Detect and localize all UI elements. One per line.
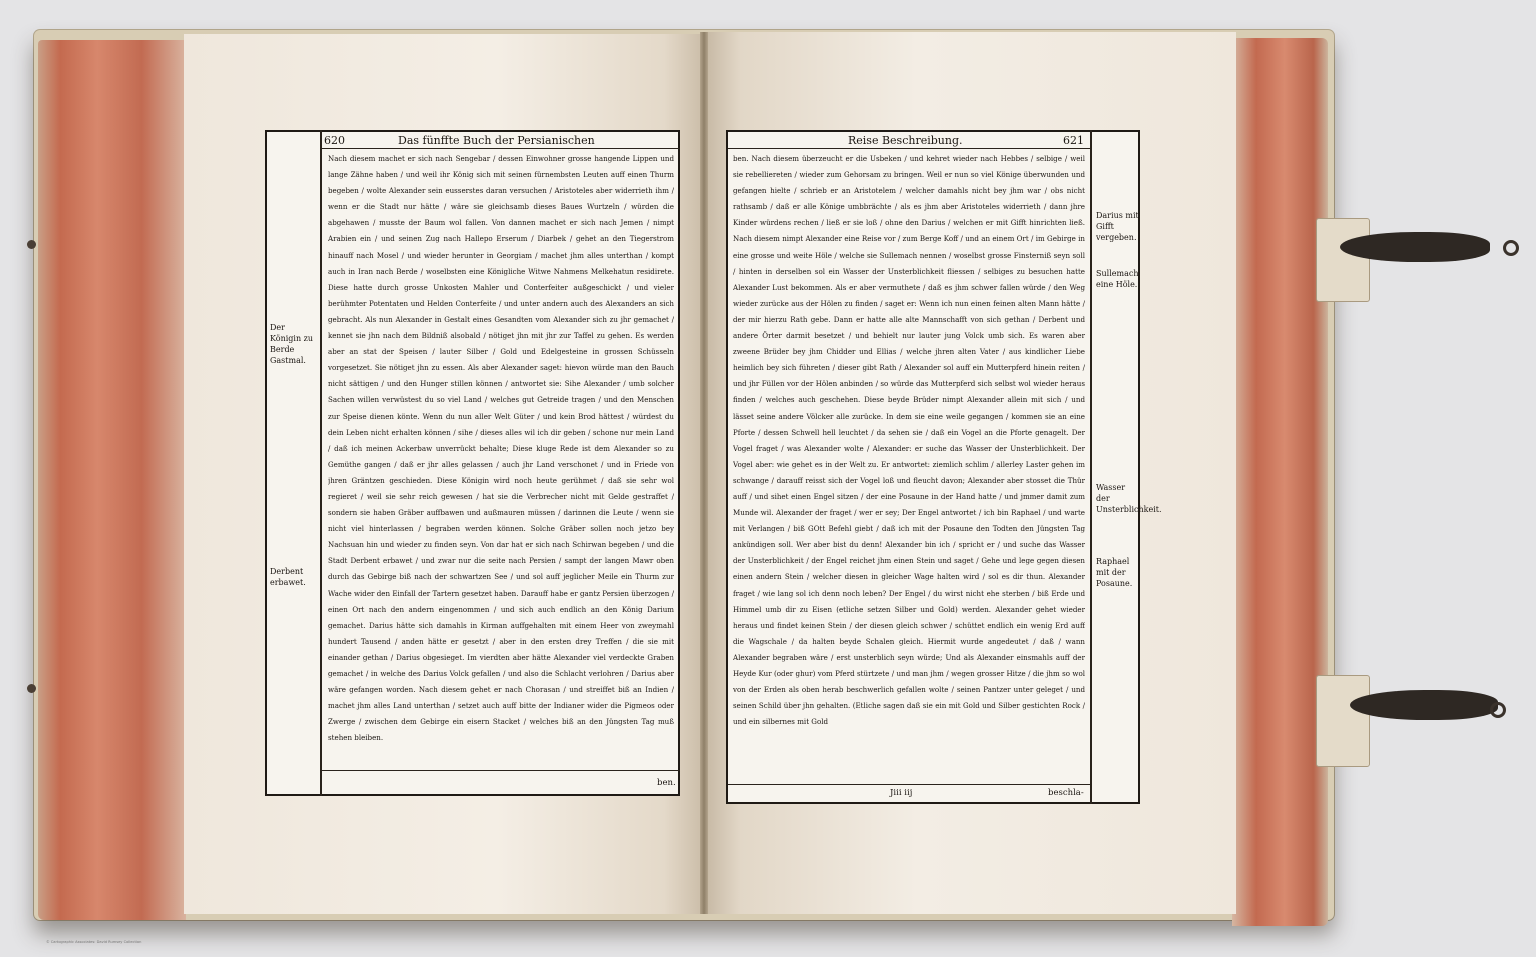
clasp-upper-ring	[1503, 240, 1519, 256]
left-head-rule	[322, 148, 680, 149]
right-body-text	[733, 151, 1085, 781]
right-catchword: beschla-	[1048, 788, 1084, 798]
right-head-rule	[728, 148, 1090, 149]
left-foot-rule	[322, 770, 680, 771]
clasp-pin-lower	[27, 684, 36, 693]
clasp-upper-plate	[1316, 218, 1370, 302]
right-sidenote-4: Raphael mit der Posaune.	[1096, 557, 1133, 588]
collection-credit: © Cartographic Associates: David Rumsey Collection	[46, 940, 142, 944]
right-page-number: 621	[1063, 134, 1084, 147]
book-gutter	[700, 32, 708, 914]
left-catchword: ben.	[657, 778, 676, 788]
right-sidenote-3: Wasser der Unsterblichkeit.	[1096, 483, 1162, 514]
left-sidenote-1: Der Königin zu Berde Gastmal.	[270, 323, 314, 365]
left-sidenote-2: Derbent erbawet.	[270, 567, 306, 587]
right-running-head: Reise Beschreibung.	[848, 134, 963, 147]
clasp-lower-ring	[1490, 702, 1506, 718]
left-running-head: Das fünffte Buch der Persianischen	[398, 134, 595, 147]
left-body-paragraph: Nach diesem machet er sich nach Sengebar / dessen Einwohner grosse hangende Lippen und lange Zähne haben / und weil ihr König sich mit seinen fürnembsten Leuten auff einen Thurm begeben / wolte Alexander sein eusserstes daran versuchen / Aristoteles aber widerrieth ihm / wenn er die Stadt nur hätte / wäre sie gleichsamb dieses Baues Wurtzeln / würden die abgehawen / musste der Baum wol fallen. Von dannen machet er sich nach Jemen / nimpt Arabien ein / und seinen Zug nach Hallepo Erserum / Diarbek / gehet an den Tiegerstrom hinauff nach Mosel / und wieder herunter in Georgiam / machet jhm alles unterthan / kompt auch in Iran nach Berde / woselbsten eine Königliche Witwe Nahmens Melkehatun residirete. Diese hatte durch grosse Unkosten Mahler und Conterfeiter außgeschickt / und vieler berühmter Potentaten und Helden Conterfeite / und unter andern auch des Alexanders an sich gebracht. Als nun Alexander in Gestalt eines Gesandten vom Alexander sich zu jhr gemachet / kennet sie jhn nach dem Bildniß alsobald / nötiget jhn mit jhr zur Taffel zu gehen. Es werden aber an stat der Speisen / lauter Silber / Gold und Edelgesteine in grossen Schüsseln vorgesetzet. Sie nötiget jhn zu essen. Als aber Alexander saget: hievon würde man den Bauch nicht sättigen / und den Hunger stillen können / antwortet sie: Sihe Alexander / umb solcher Sachen willen verwüstest du so viel Land / welches gut Getreide tragen / und den Menschen zur Speise dienen könte. Wenn du nun aller Welt Güter / und kein Brod hättest / würdest du dein Leben nicht erhalten können / sihe / dieses alles wil ich dir geben / schone nur mein Land / daß ich meinen Ackerbaw unverrückt behalte; Diese kluge Rede ist dem Alexander so zu Gemüthe gangen / daß er jhr alles gelassen / auch jhr Land verschonet / und in Friede von jhren Gräntzen geschieden. Diese Königin wird noch heute gerühmet / daß sie sehr wol regieret / weil sie sehr reich gewesen / hat sie die Verbrecher nicht mit Gelde gestraffet / sondern sie haben Gräber auffbawen und außmauren müssen / darinnen die Leute / wenn sie nicht viel hinterlassen / begraben werden können. Solche Gräber sollen noch jetzo bey Nachsuan hin und wieder zu finden seyn. Von dar hat er sich nach Schirwan begeben / und die Stadt Derbent erbawet / und zwar nur die seite nach Persien / sampt der langen Mawr oben durch das Gebirge biß nach der schwartzen See / und sol auff jeglicher Meile ein Thurm zur Wache wider den Einfall der Tartern gesetzet haben. Darauff habe er gantz Persien überzogen / einen Ort nach den andern eingenommen / und sich auch endlich an den König Darium gemachet. Darius hätte sich damahls in Kirman auffgehalten mit einem Heer von zweymahl hundert Tausend / anden hätte er gesetzt / aber in den ersten drey Treffen / die sie mit einander gethan / Darius obgesieget. Im vierdten aber hätte Alexander viel verdeckte Graben gemachet / in welche des Darius Volck gefallen / und also die Schlacht verlohren / Darius aber wäre gefangen worden. Nach diesem gehet er nach Chorasan / und streiffet biß an Indien / machet jhm alles Land unterthan / setzet auch auff bitte der Indianer wider die Pigmeos oder Zwerge / zwischen dem Gebirge ein eisern Stacket / welches biß an den Jüngsten Tag muß stehen bleiben.	[328, 154, 674, 743]
right-sidenote-2: Sullemach eine Höle.	[1096, 269, 1139, 289]
right-foot-rule	[728, 784, 1090, 785]
left-margin-rule	[320, 130, 322, 796]
clasp-upper-strap	[1340, 232, 1490, 262]
right-signature-mark: Jiii iij	[890, 788, 913, 798]
right-margin-rule	[1090, 130, 1092, 804]
left-page-number: 620	[324, 134, 345, 147]
clasp-lower-strap	[1350, 690, 1498, 720]
right-body-paragraph: ben. Nach diesem überzeucht er die Usbeken / und kehret wieder nach Hebbes / selbige / weil sie rebelliereten / wieder zum Gehorsam zu bringen. Weil er nun so viel Könige überwunden und gefangen hielte / schrieb er an Aristotelem / welcher damahls nicht bey jhm war / obs nicht rathsamb / daß er alle Könige umbbrächte / als es jhm aber Aristoteles widerrieth / dann jhre Kinder würdens rechen / ließ er sie loß / ohne den Darius / welchen er mit Gifft hinrichten ließ. Nach diesem nimpt Alexander eine Reise vor / zum Berge Koff / und an einem Ort / im Gebirge in eine grosse und weite Höle / welche sie Sullemach nennen / woselbst grosse Finsterniß seyn soll / hinten in derselben sol ein Wasser der Unsterblichkeit fliessen / selbiges zu besuchen hatte Alexander Lust bekommen. Als er aber vermuthete / daß es jhm schwer fallen würde / den Weg wieder zurücke aus der Hölen zu finden / saget er: Wenn ich nun einen feinen alten Mann hätte / der mir hierzu Rath gebe. Dann er hatte alle alte Mannschafft von sich gethan / Derbent und andere Örter darmit besetzet / und behielt nur lauter jung Volck umb sich. Es waren aber zweene Brüder bey jhm Chidder und Ellias / welche jhren alten Vater / aus kindlicher Liebe heimlich bey sich führeten / dieser gibt Rath / Alexander sol auff ein Mutterpferd hinein reiten / und jhr Füllen vor der Hölen anbinden / so würde das Mutterpferd sich selbst wol wieder heraus finden / welches auch geschehen. Diese beyde Brüder nimpt Alexander allein mit sich / und lässet seine andere Völcker alle zurücke. In dem sie eine weile gegangen / kommen sie an eine Pforte / dessen Schwell hell leuchtet / da sehen sie / daß ein Vogel an die Pforte genagelt. Der Vogel fraget / was Alexander wolte / Alexander: er suche das Wasser der Unsterblichkeit. Der Vogel aber: wie gehet es in der Welt zu. Er antwortet: ziemlich schlim / allerley Laster gehen im schwange / darauff reisst sich der Vogel loß und fleucht davon; Alexander aber stosset die Thür auff / und sihet einen Engel sitzen / der eine Posaune in der Hand hatte / und jmmer damit zum Munde wil. Alexander der fraget / wer er sey; Der Engel antwortet / ich bin Raphael / und warte mit Verlangen / biß GOtt Befehl giebt / daß ich mit der Posaune den Todten den Jüngsten Tag ankündigen soll. Wer aber bist du denn! Alexander bin ich / spricht er / und suche das Wasser der Unsterblichkeit / der Engel reichet jhm einen Stein und saget / Gehe und lege gegen diesen einen andern Stein / welcher diesen in gleicher Wage halten wird / sol es dir thun. Alexander fraget / wie lang sol ich denn noch leben? Der Engel / du wirst nicht ehe sterben / biß Erde und Himmel umb dir zu Eisen (etliche setzen Silber und Gold) werden. Alexander gehet wieder heraus und findet keinen Stein / der diesen gleich schwer / schüttet endlich ein wenig Erd auff die Wagschale / da halten beyde Schalen gleich. Hiermit wurde angedeutet / daß / wann Alexander begraben wäre / erst unsterblich seyn würde; Und als Alexander einsmahls auff der Heyde Kur (oder ghur) vom Pferd stürtzete / und man jhm / wegen grosser Hitze / die jhm so wol von der Erden als oben herab beschwerlich gefallen wolte / seinen Pantzer unter geleget / und seinen Schild über jhn gehalten. (Etliche sagen daß sie ein mit Gold und Silber gestichten Rock / und ein silbernes mit Gold	[733, 154, 1085, 727]
clasp-lower-plate	[1316, 675, 1370, 767]
right-page-edges	[1232, 38, 1328, 926]
left-body-text	[328, 151, 674, 763]
clasp-pin-upper	[27, 240, 36, 249]
right-sidenote-1: Darius mit Gifft vergeben.	[1096, 211, 1139, 242]
left-page-edges	[38, 40, 186, 920]
